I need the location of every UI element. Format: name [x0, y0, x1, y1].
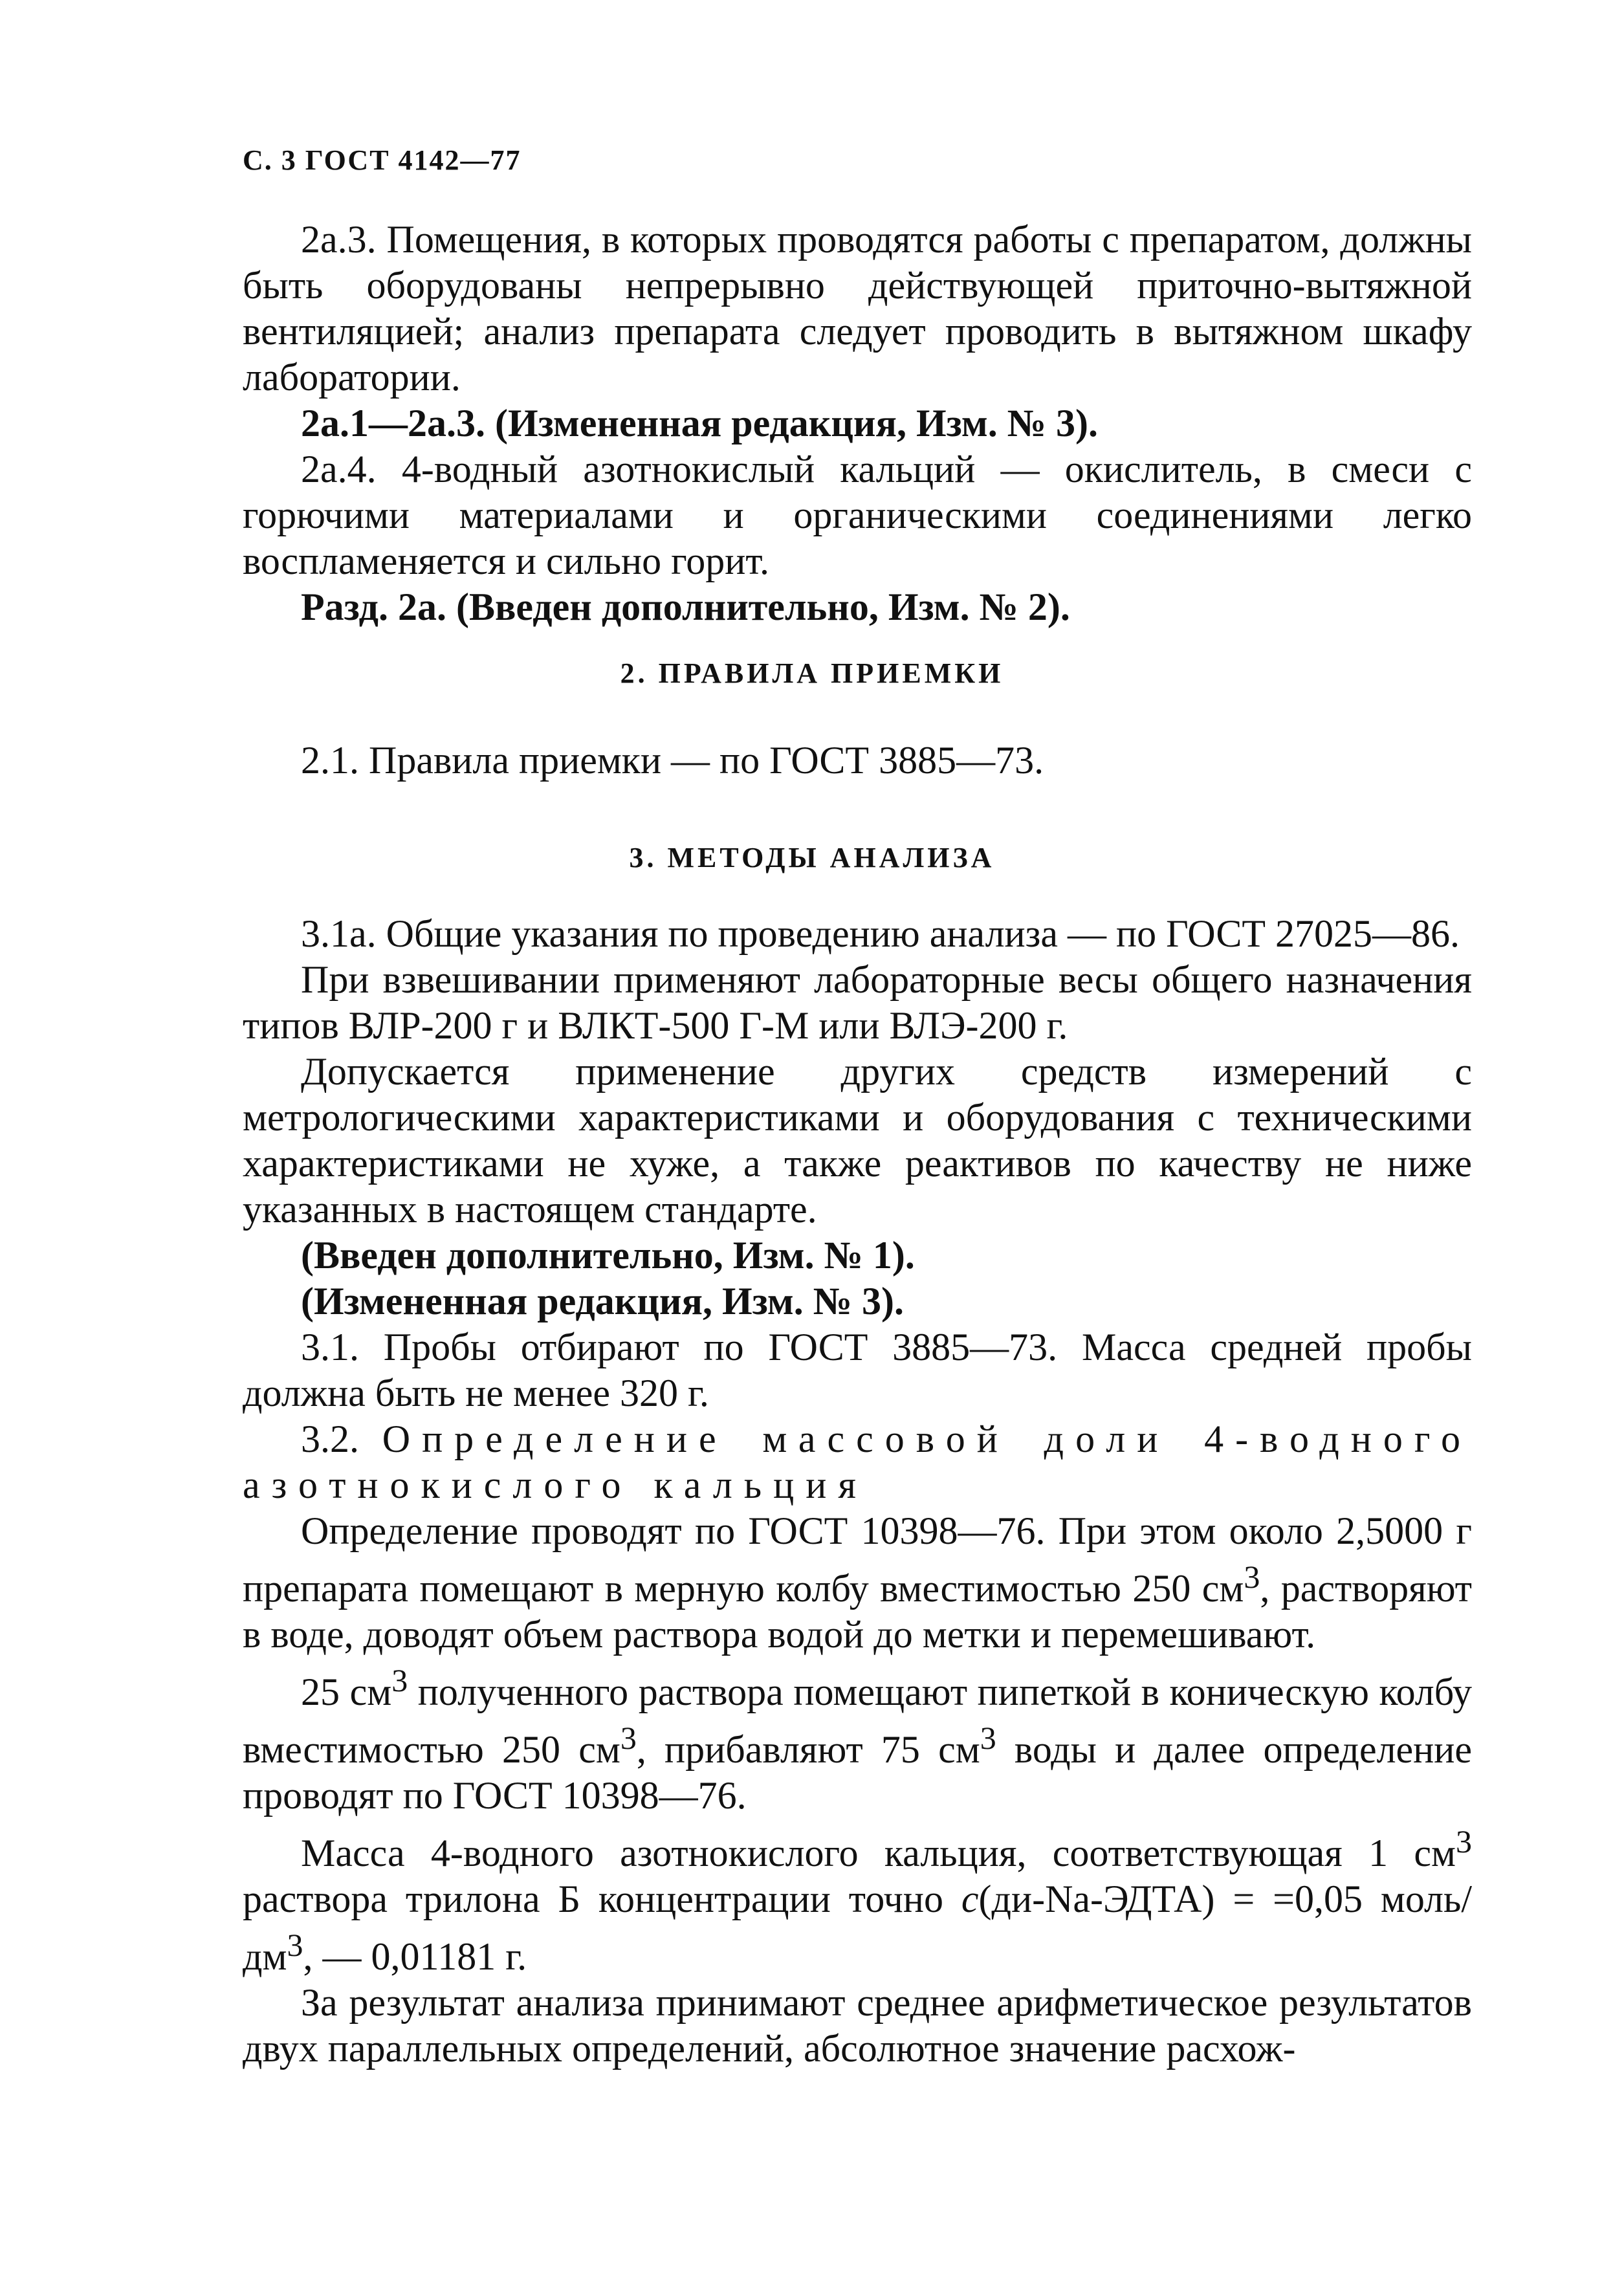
superscript-3: 3: [980, 1720, 996, 1756]
paragraph-weighing: При взвешивании применяют лабораторные весы общего назначения типов ВЛР-200 г и ВЛКТ-500 Г-М или ВЛЭ-200 г.: [243, 958, 1472, 1047]
paragraph-2a3: 2а.3. Помещения, в которых проводятся работы с препаратом, должны быть оборудованы непрерывно действующей приточно-вытяжной вентиляцией; анализ препарата следует проводить в вытяжном шкафу лаборатории.: [243, 218, 1472, 399]
note-razd-2a: Разд. 2а. (Введен дополнительно, Изм. № 2).: [301, 586, 1070, 628]
paragraph-3-1a: 3.1а. Общие указания по проведению анализа — по ГОСТ 27025—86.: [301, 912, 1460, 955]
paragraph-3-2-title: Определение массовой доли 4-водного азотнокислого кальция: [243, 1418, 1472, 1506]
block-2a: [243, 217, 1472, 630]
paragraph-2-1: 2.1. Правила приемки — по ГОСТ 3885—73.: [301, 739, 1044, 782]
paragraph-allowed: Допускается применение других средств измерений с метрологическими характеристиками и оборудования с техническими характеристиками не хуже, а также реактивов по качеству не ниже указанных в настоящем стандарте.: [243, 1050, 1472, 1231]
superscript-3: 3: [620, 1720, 637, 1756]
note-2a1-2a3: 2а.1—2а.3. (Измененная редакция, Изм. № 3).: [301, 402, 1099, 444]
mass-text-2: раствора трилона Б концентрации точно: [243, 1878, 961, 1920]
page-header: С. 3 ГОСТ 4142—77: [243, 144, 521, 176]
superscript-3: 3: [1456, 1823, 1472, 1860]
paragraph-3-2-number: 3.2.: [301, 1418, 359, 1460]
determination-text-1: Определение проводят по ГОСТ 10398—76. При этом около 2,5000 г препарата помещают в мерную колбу вместимостью 250 см: [243, 1509, 1472, 1610]
superscript-3: 3: [287, 1927, 303, 1963]
paragraph-determination: [243, 1508, 1472, 1658]
paragraph-2a4: 2а.4. 4-водный азотнокислый кальций — окислитель, в смеси с горючими материалами и органическими соединениями легко воспламеняется и сильно горит.: [243, 448, 1472, 582]
mass-text-1: Масса 4-водного азотнокислого кальция, соответствующая 1 см: [301, 1832, 1456, 1874]
determination-text-2: , растворяют в воде, доводят объем раствора водой до метки и перемешивают.: [243, 1567, 1472, 1656]
aliquot-text-2: полученного раствора помещают пипеткой в коническую колбу вместимостью 250 см: [243, 1671, 1472, 1771]
mass-text-concentration-symbol: с: [961, 1878, 979, 1920]
block-section-3: [243, 911, 1472, 2072]
paragraph-mass: [243, 1819, 1472, 1980]
paragraph-3-2: [243, 1416, 1472, 1508]
aliquot-text-1: 25 см: [301, 1671, 392, 1713]
aliquot-text-4: воды и далее определение проводят по ГОСТ 10398—76.: [243, 1728, 1473, 1817]
paragraph-result: За результат анализа принимают среднее арифметическое результатов двух параллельных определений, абсолютное значение расхож-: [243, 1981, 1472, 2070]
superscript-3: 3: [1244, 1559, 1260, 1595]
paragraph-3-1: 3.1. Пробы отбирают по ГОСТ 3885—73. Масса средней пробы должна быть не менее 320 г.: [243, 1326, 1472, 1414]
superscript-3: 3: [391, 1662, 408, 1698]
mass-text-4: , — 0,01181 г.: [303, 1935, 527, 1978]
note-added-izm-1: (Введен дополнительно, Изм. № 1).: [301, 1234, 915, 1277]
section-3-title: 3. МЕТОДЫ АНАЛИЗА: [629, 842, 995, 873]
block-section-2: [243, 738, 1472, 784]
mass-text-3: (ди-Na-ЭДТА) = =0,05 моль/дм: [243, 1878, 1472, 1978]
paragraph-25-cm3: [243, 1658, 1472, 1819]
section-2-title: 2. ПРАВИЛА ПРИЕМКИ: [620, 657, 1004, 689]
aliquot-text-3: , прибавляют 75 см: [636, 1728, 980, 1771]
note-changed-izm-3: (Измененная редакция, Изм. № 3).: [301, 1280, 905, 1322]
